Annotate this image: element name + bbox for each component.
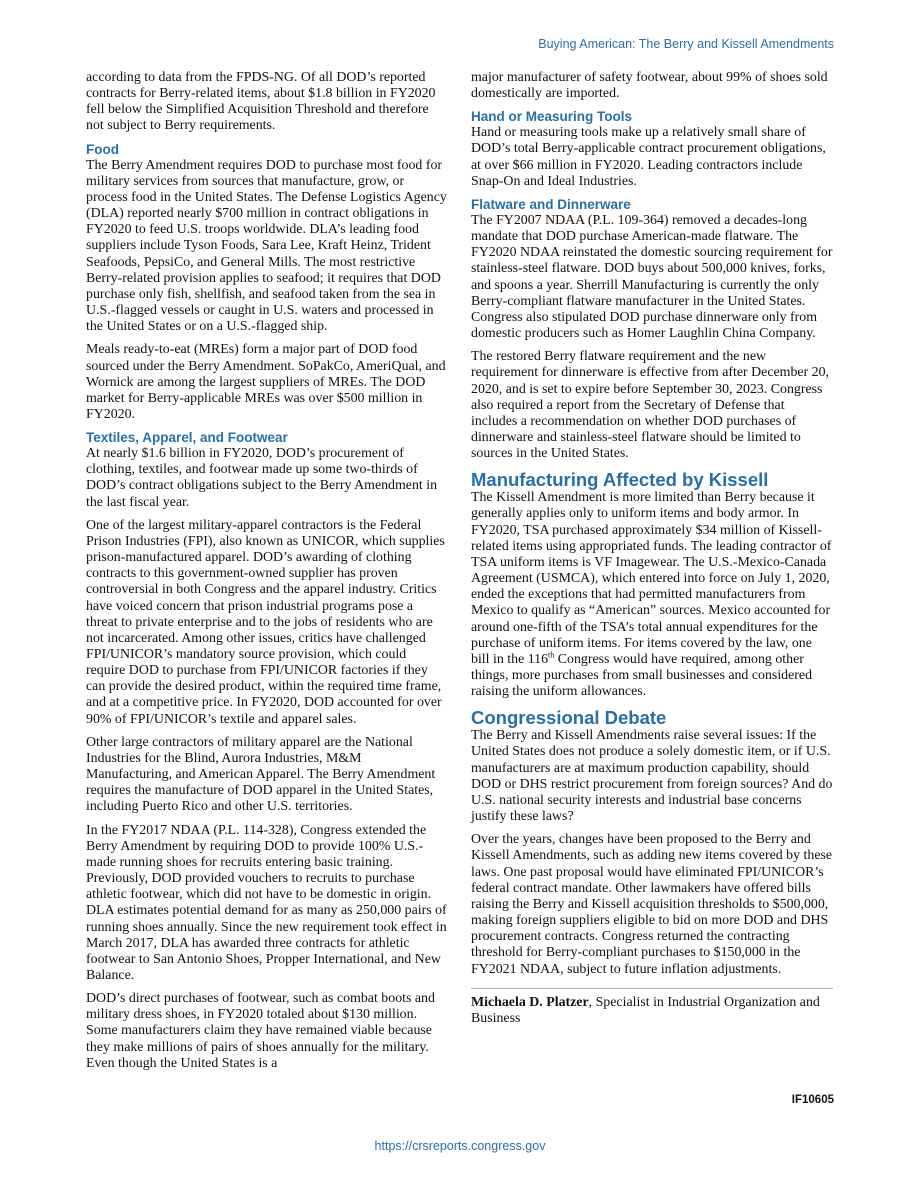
paragraph-kissell-part-2: Congress would have required, among other things, more purchases from small businesses and considered raising the uniform allowances. bbox=[471, 651, 813, 700]
paragraph-textiles-5: DOD’s direct purchases of footwear, such as combat boots and military dress shoes, in FY2020 totaled about $130 million. Some manufacturers claim they have remained viable because they make millions of pairs of shoes annually for the military. Even though the United States is a bbox=[86, 991, 435, 1071]
author-line bbox=[471, 995, 833, 1027]
footer-url-link[interactable]: https://crsreports.congress.gov bbox=[374, 1139, 546, 1153]
section-heading-tools: Hand or Measuring Tools bbox=[471, 109, 633, 125]
paragraph-footwear-continued: major manufacturer of safety footwear, about 99% of shoes sold domestically are imported. bbox=[471, 70, 828, 102]
paragraph-food-1: The Berry Amendment requires DOD to purchase most food for military services from sources that manufacture, grow, or process food in the United States. The Defense Logistics Agency (DLA) reported nearly $700 million in contract obligations in FY2020 to feed U.S. troops worldwide. DLA’s leading food suppliers include Tyson Foods, Sara Lee, Kraft Heinz, Trident Seafoods, PepsiCo, and General Mills. The most restrictive Berry-related provision applies to seafood; it requires that DOD purchase only fish, shellfish, and seafood taken from the sea in U.S.-flagged vessels or caught in U.S. waters and processed in the United States or on a U.S.-flagged ship. bbox=[86, 157, 447, 335]
section-heading-food: Food bbox=[86, 141, 119, 157]
ordinal-superscript: th bbox=[548, 650, 555, 660]
paragraph-food-2: Meals ready-to-eat (MREs) form a major part of DOD food sourced under the Berry Amendment. SoPakCo, AmeriQual, and Wornick are among the largest suppliers of MREs. The DOD market for Berry-applicable MREs was over $500 million in FY2020. bbox=[86, 342, 446, 422]
section-heading-debate: Congressional Debate bbox=[471, 707, 667, 729]
paragraph-flatware-2: The restored Berry flatware requirement and the new requirement for dinnerware is effective from after December 20, 2020, and is set to expire before September 30, 2023. Congress also required a report from the Secretary of Defense that includes a recommendation on whether DOD purchases of dinnerware and stainless-steel flatware should be limited to sources in the United States. bbox=[471, 349, 830, 462]
section-heading-textiles: Textiles, Apparel, and Footwear bbox=[86, 430, 288, 446]
paragraph-kissell bbox=[471, 490, 833, 700]
paragraph-tools: Hand or measuring tools make up a relatively small share of DOD’s total Berry-applicable contract procurement obligations, at over $66 million in FY2020. Leading contractors include Snap-On and Ideal Industries. bbox=[471, 125, 826, 189]
paragraph-textiles-1: At nearly $1.6 billion in FY2020, DOD’s procurement of clothing, textiles, and footwear made up some two-thirds of DOD’s contract obligations subject to the Berry Amendment in the last fiscal year. bbox=[86, 446, 438, 510]
paragraph-textiles-3: Other large contractors of military apparel are the National Industries for the Blind, Aurora Industries, M&M Manufacturing, and American Apparel. The Berry Amendment requires the manufacture of DOD apparel in the United States, including Puerto Rico and other U.S. territories. bbox=[86, 734, 436, 815]
paragraph-debate-2: Over the years, changes have been proposed to the Berry and Kissell Amendments, such as adding new items covered by these laws. One past proposal would have eliminated FPI/UNICOR’s federal contract mandate. Other lawmakers have offered bills raising the Berry and Kissell acquisition thresholds to $500,000, making foreign suppliers eligible to bid on more DOD and DHS procurement contracts. Congress returned the contracting threshold for Berry-compliant purchases to $150,000 in the FY2021 NDAA, subject to future inflation adjustments. bbox=[471, 832, 833, 977]
paragraph-kissell-part-1: The Kissell Amendment is more limited than Berry because it generally applies only to uniform items and body armor. In FY2020, TSA purchased approximately $34 million of Kissell-related items using appropriated funds. The leading contractor of TSA uniform items is VF Imagewear. The U.S.-Mexico-Canada Agreement (USMCA), which entered into force on July 1, 2020, ended the exceptions that had permitted manufacturers from Mexico to qualify as “American” sources. Mexico accounted for around one-fifth of the TSA’s total annual expenditures for the purchase of uniform items. For items covered by the law, one bill in the 116 bbox=[471, 490, 832, 667]
running-header: Buying American: The Berry and Kissell Amendments bbox=[538, 37, 834, 51]
paragraph-intro: according to data from the FPDS-NG. Of all DOD’s reported contracts for Berry-related items, about $1.8 billion in FY2020 fell below the Simplified Acquisition Threshold and therefore not subject to Berry requirements. bbox=[86, 70, 436, 134]
section-heading-kissell: Manufacturing Affected by Kissell bbox=[471, 469, 769, 491]
paragraph-debate-1: The Berry and Kissell Amendments raise several issues: If the United States does not produce a solely domestic item, or if U.S. manufacturers are at maximum production capability, should DOD or DHS restrict procurement from foreign sources? And do U.S. national security interests and industrial base concerns justify these laws? bbox=[471, 728, 833, 825]
author-block bbox=[471, 988, 833, 1027]
paragraph-textiles-4: In the FY2017 NDAA (P.L. 114-328), Congress extended the Berry Amendment by requiring DOD to provide 100% U.S.-made running shoes for recruits entering basic training. Previously, DOD provided vouchers to recruits to purchase athletic footwear, which did not have to be domestic in origin. DLA estimates potential demand for as many as 250,000 pairs of running shoes annually. Since the new requirement took effect in March 2017, DLA has awarded three contracts for athletic footwear to San Antonio Shoes, Propper International, and New Balance. bbox=[86, 822, 447, 983]
paragraph-textiles-2: One of the largest military-apparel contractors is the Federal Prison Industries (FPI), also known as UNICOR, which supplies prison-manufactured apparel. DOD’s awarding of clothing contracts to this government-owned supplier has proven controversial in both Congress and the apparel industry. Critics have voiced concern that prison industrial programs pose a threat to private enterprise and to the jobs of residents who are not incarcerated. Among other issues, critics have challenged FPI/UNICOR’s mandatory source provision, which could require DOD to purchase from FPI/UNICOR factories if they can provide the desired product, within the required time frame, and at a competitive price. In FY2020, DOD accounted for over 90% of FPI/UNICOR’s textile and apparel sales. bbox=[86, 517, 445, 727]
paragraph-flatware-1: The FY2007 NDAA (P.L. 109-364) removed a decades-long mandate that DOD purchase American-made flatware. The FY2020 NDAA reinstated the domestic sourcing requirement for stainless-steel flatware. DOD buys about 500,000 knives, forks, and spoons a year. Sherrill Manufacturing is currently the only Berry-compliant flatware manufacturer in the United States. Congress also stipulated DOD purchase dinnerware only from domestic producers such as Homer Laughlin China Company. bbox=[471, 212, 833, 342]
author-title: , Specialist in Industrial Organization and Business bbox=[471, 994, 820, 1026]
left-column bbox=[86, 70, 448, 1079]
author-name: Michaela D. Platzer bbox=[471, 994, 589, 1010]
right-column bbox=[471, 70, 833, 1027]
section-heading-flatware: Flatware and Dinnerware bbox=[471, 196, 631, 212]
document-id: IF10605 bbox=[791, 1094, 834, 1106]
